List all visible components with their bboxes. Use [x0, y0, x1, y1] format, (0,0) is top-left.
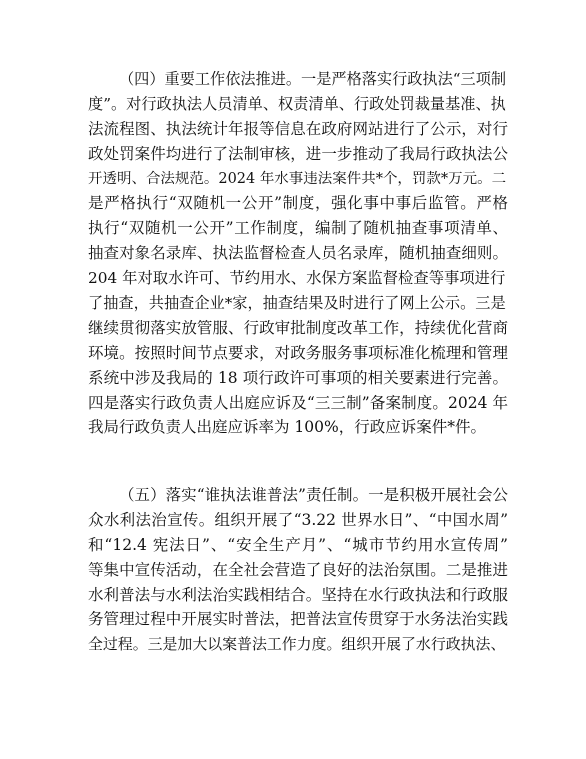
paragraph-line: 法流程图、执法统计年报等信息在政府网站进行了公示，对行: [88, 119, 508, 138]
paragraph-line: 执行“双随机一公开”工作制度，编制了随机抽查事项清单、: [88, 219, 508, 238]
paragraph-line: （四）重要工作依法推进。一是严格落实行政执法“三项制: [119, 70, 507, 88]
paragraph-line: 204 年对取水许可、节约用水、水保方案监督检查等事项进行: [88, 269, 506, 288]
paragraph-line: 务管理过程中开展实时普法，把普法宣传贯穿于水务法治实践: [88, 610, 508, 629]
paragraph-section-5: [88, 483, 508, 657]
paragraph-line: 环境。按照时间节点要求，对政务服务事项标准化梳理和管理: [88, 343, 508, 362]
paragraph-line: 是严格执行“双随机一公开”制度，强化事中事后监管。严格: [88, 194, 508, 213]
paragraph-line: 众水利法治宣传。组织开展了“3.22 世界水日”、“中国水周”: [88, 510, 508, 529]
paragraph-line: 和“12.4 宪法日”、“安全生产月”、“城市节约用水宣传周”: [88, 535, 508, 554]
paragraph-line: 水利普法与水利法治实践相结合。坚持在水行政执法和行政服: [88, 585, 508, 604]
paragraph-line: 开透明、合法规范。2024 年水事违法案件共*个，罚款*万元。二: [88, 170, 507, 187]
paragraph-line: 我局行政负责人出庭应诉率为 100%，行政应诉案件*件。: [88, 418, 486, 437]
paragraph-line: 继续贯彻落实放管服、行政审批制度改革工作，持续优化营商: [88, 318, 508, 337]
paragraph-line: 等集中宣传活动，在全社会营造了良好的法治氛围。二是推进: [88, 560, 508, 579]
paragraph-line: 度”。对行政执法人员清单、权责清单、行政处罚裁量基准、执: [88, 94, 506, 113]
paragraph-line: 了抽查，共抽查企业*家，抽查结果及时进行了网上公示。三是: [88, 294, 506, 313]
paragraph-line: 政处罚案件均进行了法制审核，进一步推动了我局行政执法公: [88, 144, 508, 163]
paragraph-line: 系统中涉及我局的 18 项行政许可事项的相关要素进行完善。: [88, 368, 508, 387]
paragraph-line: 抽查对象名录库、执法监督检查人员名录库，随机抽查细则。: [88, 244, 508, 263]
paragraph-line: （五）落实“谁执法谁普法”责任制。一是积极开展社会公: [119, 486, 508, 504]
paragraph-section-4: [88, 67, 508, 440]
paragraph-line: 全过程。三是加大以案普法工作力度。组织开展了水行政执法、: [88, 635, 506, 654]
paragraph-line: 四是落实行政负责人出庭应诉及“三三制”备案制度。2024 年: [88, 393, 508, 412]
